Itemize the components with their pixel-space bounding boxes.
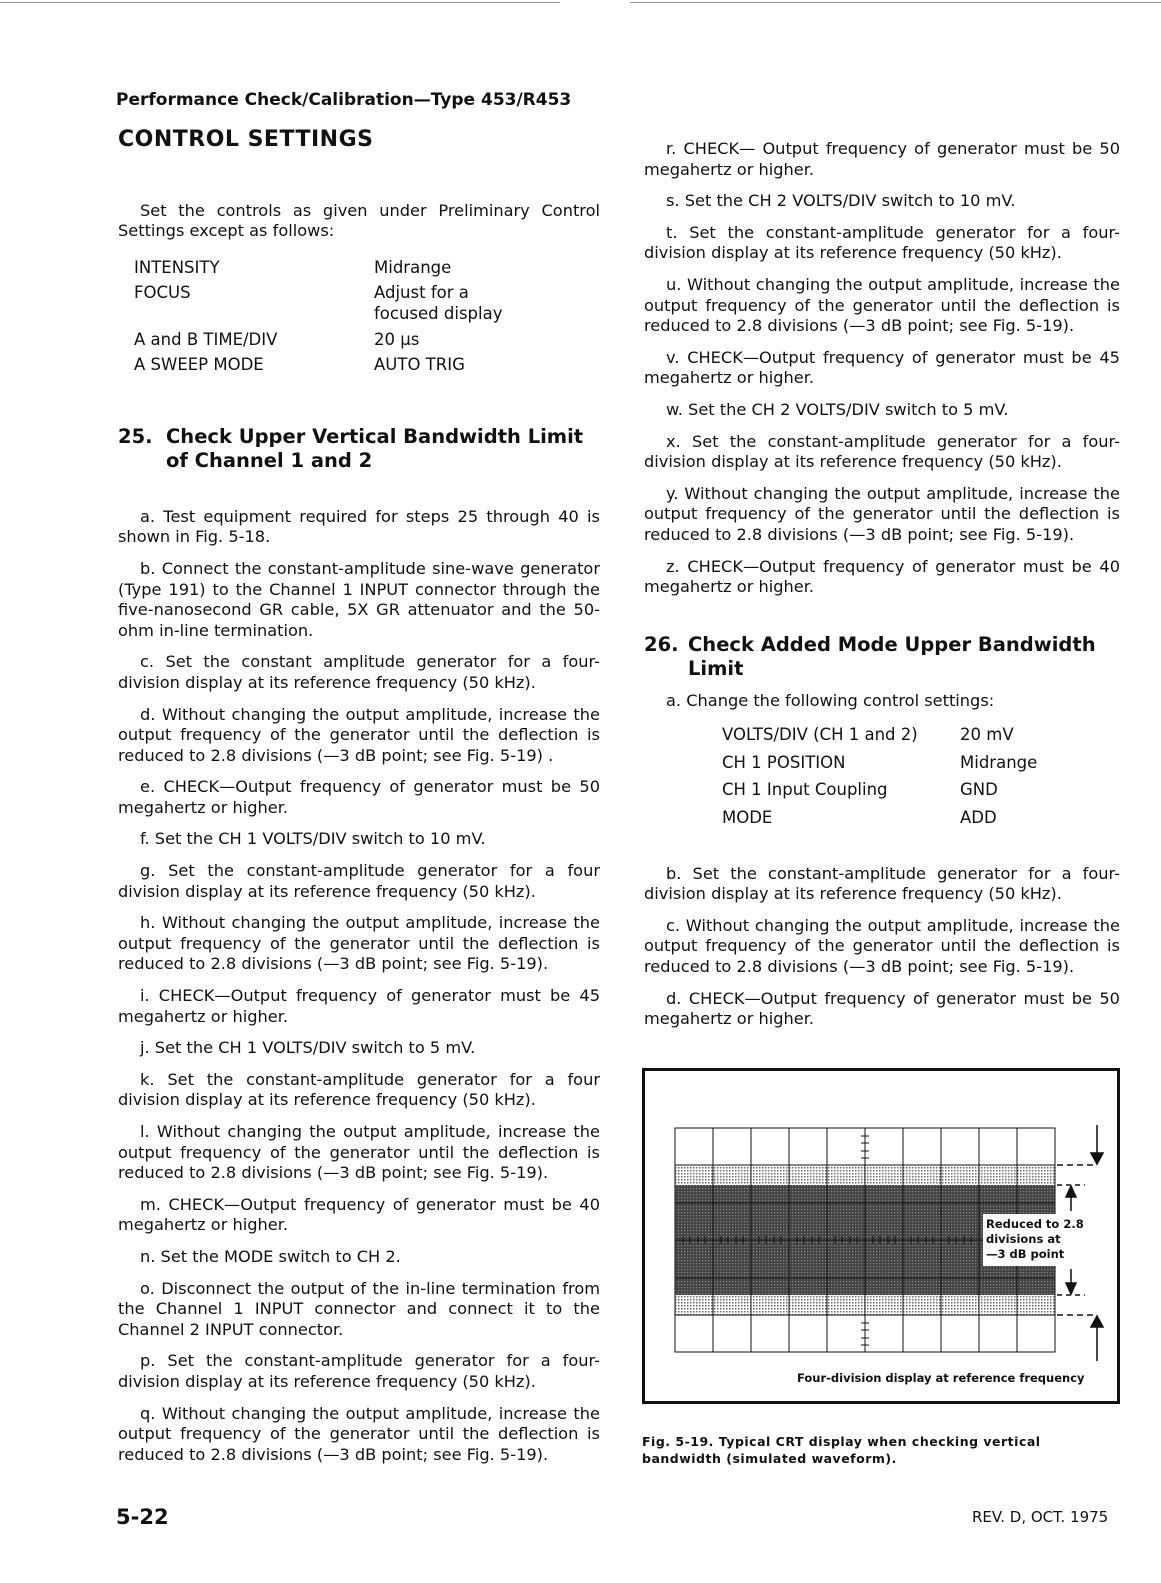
procedure-step: g. Set the constant-amplitude generator for a four division display at its reference frequency (50 kHz). [118,861,600,901]
revision-note: REV. D, OCT. 1975 [972,1508,1109,1526]
settings-row [722,780,1037,808]
control-settings-table [134,258,554,381]
procedure-step: c. Set the constant amplitude generator for a four-division display at its reference frequency (50 kHz). [118,652,600,692]
added-mode-settings-table [722,725,1037,833]
crt-figure [642,1068,1120,1404]
procedure-step: q. Without changing the output amplitude, increase the output frequency of the generator until the deflection is reduced to 2.8 divisions (—3 dB point; see Fig. 5-19). [118,1403,600,1464]
procedure-step: f. Set the CH 1 VOLTS/DIV switch to 10 mV. [140,829,486,849]
setting-name: CH 1 POSITION [722,752,846,772]
setting-name: FOCUS [134,283,191,303]
setting-name: INTENSITY [134,257,220,277]
setting-value: ADD [960,808,997,828]
left-steps [118,507,600,1466]
setting-value: Midrange [960,752,1038,772]
right-steps [644,139,1120,598]
page-number: 5-22 [116,1505,169,1529]
procedure-step: y. Without changing the output amplitude, increase the output frequency of the generator until the deflection is reduced to 2.8 divisions (—3 dB point; see Fig. 5-19). [644,483,1120,544]
procedure-step: j. Set the CH 1 VOLTS/DIV switch to 5 mV. [140,1038,476,1058]
setting-name: CH 1 Input Coupling [722,780,888,800]
setting-name: A SWEEP MODE [134,355,264,375]
setting-value: GND [960,780,998,800]
section-title: Check Upper Vertical Bandwidth Limit of Channel 1 and 2 [166,424,584,472]
intro-paragraph: Set the controls as given under Preliminary Control Settings except as follows: [118,200,600,241]
running-header: Performance Check/Calibration—Type 453/R453 [116,90,572,110]
section-number: 26. [644,632,679,656]
reference-label: Four-division display at reference frequency [797,1371,1085,1385]
procedure-step: r. CHECK— Output frequency of generator must be 50 megahertz or higher. [644,139,1120,179]
settings-row [722,808,1037,834]
setting-value: AUTO TRIG [374,355,465,375]
figure-caption: Fig. 5-19. Typical CRT display when checking vertical bandwidth (simulated waveform). [642,1434,1041,1466]
procedure-step: i. CHECK—Output frequency of generator must be 45 megahertz or higher. [118,986,600,1026]
setting-name: A and B TIME/DIV [134,329,278,349]
procedure-step: z. CHECK—Output frequency of generator must be 40 megahertz or higher. [644,556,1120,597]
procedure-step: a. Test equipment required for steps 25 through 40 is shown in Fig. 5-18. [118,506,600,547]
right-column [644,139,1120,1041]
procedure-step: t. Set the constant-amplitude generator for a four-division display at its reference frequency (50 kHz). [644,222,1120,263]
setting-name: MODE [722,808,773,828]
procedure-step: e. CHECK—Output frequency of generator must be 50 megahertz or higher. [118,777,600,817]
left-column [118,127,600,1476]
procedure-step: h. Without changing the output amplitude, increase the output frequency of the generator until the deflection is reduced to 2.8 divisions (—3 dB point; see Fig. 5-19). [118,913,600,974]
procedure-step: o. Disconnect the output of the in-line termination from the Channel 1 INPUT connector and connect it to the Channel 2 INPUT connector. [118,1278,600,1339]
procedure-step: d. Without changing the output amplitude, increase the output frequency of the generator until the deflection is reduced to 2.8 divisions (—3 dB point; see Fig. 5-19) . [118,704,600,765]
setting-name: VOLTS/DIV (CH 1 and 2) [722,725,918,745]
procedure-step: p. Set the constant-amplitude generator for a four-division display at its reference frequency (50 kHz). [118,1351,600,1391]
section-25-heading [118,425,600,473]
procedure-step: l. Without changing the output amplitude, increase the output frequency of the generator until the deflection is reduced to 2.8 divisions (—3 dB point; see Fig. 5-19). [118,1122,600,1183]
procedure-step: x. Set the constant-amplitude generator for a four-division display at its reference frequency (50 kHz). [644,431,1120,472]
control-settings-heading: CONTROL SETTINGS [118,127,374,152]
setting-value: Midrange [374,257,452,277]
settings-row [134,355,554,381]
reduced-label-line-2: divisions at [986,1232,1061,1246]
scan-top-edge [0,2,1161,4]
step-26a: a. Change the following control settings: [666,690,995,710]
section-title: Check Added Mode Upper Bandwidth Limit [688,632,1096,680]
settings-row [722,753,1037,781]
procedure-step: k. Set the constant-amplitude generator for a four division display at its reference frequency (50 kHz). [118,1069,600,1110]
procedure-step: b. Connect the constant-amplitude sine-wave generator (Type 191) to the Channel 1 INPUT connector through the five-nanosecond GR cable, 5X GR attenuator and the 50-ohm in-line termination. [118,558,600,640]
setting-value: Adjust for a focused display [374,283,503,323]
procedure-step: u. Without changing the output amplitude, increase the output frequency of the generator until the deflection is reduced to 2.8 divisions (—3 dB point; see Fig. 5-19). [644,274,1120,336]
reduced-label-line-1: Reduced to 2.8 [986,1217,1084,1231]
procedure-step: d. CHECK—Output frequency of generator must be 50 megahertz or higher. [644,988,1120,1029]
setting-value: 20 μs [374,329,420,349]
procedure-step: c. Without changing the output amplitude, increase the output frequency of the generator until the deflection is reduced to 2.8 divisions (—3 dB point; see Fig. 5-19). [644,915,1120,977]
procedure-step: w. Set the CH 2 VOLTS/DIV switch to 5 mV. [666,399,1009,419]
setting-value: 20 mV [960,725,1014,745]
dimension-markers [1057,1125,1103,1361]
section-26-heading [644,633,1120,681]
procedure-step: s. Set the CH 2 VOLTS/DIV switch to 10 mV. [666,191,1016,211]
section-26-steps [644,864,1120,1030]
settings-row [134,330,554,356]
procedure-step: m. CHECK—Output frequency of generator must be 40 megahertz or higher. [118,1194,600,1235]
procedure-step: v. CHECK—Output frequency of generator must be 45 megahertz or higher. [644,347,1120,388]
section-number: 25. [118,424,153,448]
crt-display-drawing [645,1071,1117,1401]
settings-row [134,258,554,284]
reduced-label-line-3: —3 dB point [986,1247,1065,1261]
settings-row [722,725,1037,753]
procedure-step: n. Set the MODE switch to CH 2. [140,1246,401,1266]
settings-row [134,283,554,329]
procedure-step: b. Set the constant-amplitude generator for a four-division display at its reference frequency (50 kHz). [644,863,1120,904]
